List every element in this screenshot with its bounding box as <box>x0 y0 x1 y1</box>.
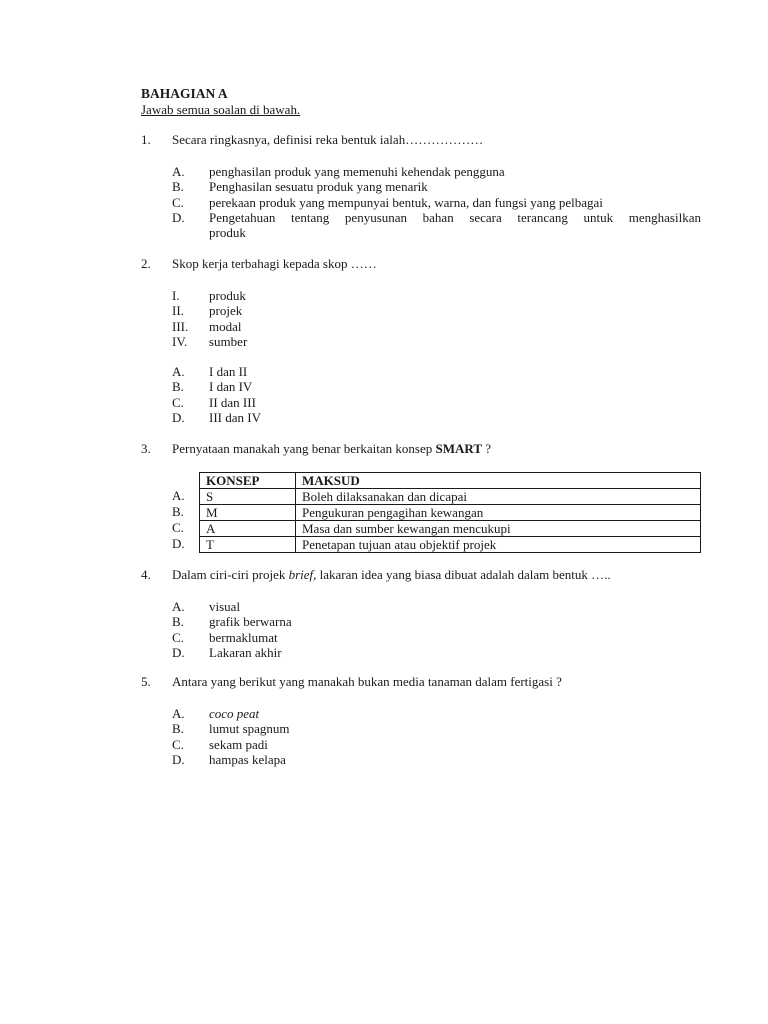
smart-table <box>199 472 701 553</box>
question-text: Secara ringkasnya, definisi reka bentuk ialah……………… <box>172 132 484 147</box>
option-label: C. <box>172 394 184 410</box>
option-label: B. <box>172 379 184 395</box>
option-label: D. <box>172 644 185 660</box>
option-label: D. <box>172 751 185 767</box>
statement-list <box>172 288 701 349</box>
option-b <box>172 721 701 736</box>
option-b <box>172 379 701 394</box>
table-row <box>200 489 701 505</box>
maksud-cell: Boleh dilaksanakan dan dicapai <box>296 489 701 505</box>
question-4 <box>141 567 701 660</box>
option-list <box>172 599 701 660</box>
question-number: 1. <box>141 132 151 147</box>
option-text: bermaklumat <box>209 629 278 645</box>
column-header-maksud: MAKSUD <box>296 473 701 489</box>
option-d <box>172 645 701 660</box>
konsep-cell: A <box>200 521 296 537</box>
statement-label: II. <box>172 303 184 319</box>
option-text: lumut spagnum <box>209 721 290 737</box>
option-label: A. <box>172 364 185 380</box>
question-text: Dalam ciri-ciri projek <box>172 567 289 582</box>
statement-iv <box>172 334 701 349</box>
question-3 <box>141 441 701 457</box>
option-c <box>172 737 701 752</box>
option-label: C. <box>172 194 184 210</box>
option-c <box>172 630 701 645</box>
option-text: sekam padi <box>209 736 268 752</box>
konsep-cell: M <box>200 505 296 521</box>
konsep-cell: T <box>200 537 296 553</box>
question-number: 3. <box>141 441 151 456</box>
option-text: II dan III <box>209 394 256 410</box>
option-b <box>172 614 701 629</box>
maksud-cell: Pengukuran pengagihan kewangan <box>296 505 701 521</box>
option-d <box>172 752 701 767</box>
table-row <box>200 505 701 521</box>
row-label-c: C. <box>172 520 184 535</box>
column-header-konsep: KONSEP <box>200 473 296 489</box>
option-list <box>172 706 701 767</box>
option-label: C. <box>172 629 184 645</box>
row-label-b: B. <box>172 504 184 519</box>
question-number: 5. <box>141 674 151 689</box>
option-list <box>172 364 701 425</box>
option-d <box>172 410 701 425</box>
question-text: Skop kerja terbahagi kepada skop …… <box>172 256 377 271</box>
option-text: visual <box>209 599 241 614</box>
option-label: D. <box>172 209 185 225</box>
statement-iii <box>172 319 701 334</box>
option-label: B. <box>172 614 184 630</box>
option-text: I dan IV <box>209 379 253 395</box>
option-a <box>172 164 701 179</box>
option-label: D. <box>172 410 185 426</box>
question-number: 4. <box>141 567 151 582</box>
question-number: 2. <box>141 256 151 271</box>
question-text-end: ? <box>482 441 492 456</box>
option-label: A. <box>172 164 185 179</box>
option-label: B. <box>172 179 184 195</box>
option-text: hampas kelapa <box>209 751 286 767</box>
option-b <box>172 179 701 194</box>
question-2 <box>141 256 701 425</box>
section-title: BAHAGIAN A <box>141 86 228 101</box>
option-text: Penghasilan sesuatu produk yang menarik <box>209 179 428 195</box>
option-text: I dan II <box>209 364 248 380</box>
option-d <box>172 210 701 241</box>
option-a <box>172 599 701 614</box>
option-c <box>172 195 701 210</box>
section-instruction: Jawab semua soalan di bawah. <box>141 102 301 117</box>
question-text: Antara yang berikut yang manakah bukan media tanaman dalam fertigasi ? <box>172 674 562 689</box>
option-text: coco peat <box>209 706 260 721</box>
statement-i <box>172 288 701 303</box>
konsep-cell: S <box>200 489 296 505</box>
maksud-cell: Masa dan sumber kewangan mencukupi <box>296 521 701 537</box>
question-text-end: lakaran idea yang biasa dibuat adalah dalam bentuk ….. <box>316 567 611 582</box>
option-a <box>172 364 701 379</box>
option-label: A. <box>172 706 185 721</box>
question-text: Pernyataan manakah yang benar berkaitan konsep <box>172 441 436 456</box>
statement-label: III. <box>172 318 189 334</box>
table-row <box>200 537 701 553</box>
row-label-d: D. <box>172 536 185 551</box>
statement-ii <box>172 303 701 318</box>
option-a <box>172 706 701 721</box>
question-1 <box>141 132 701 240</box>
option-text-line-2: produk <box>209 225 246 241</box>
row-label-a: A. <box>172 488 185 503</box>
statement-text: projek <box>209 303 243 319</box>
statement-text: sumber <box>209 333 248 349</box>
maksud-cell: Penetapan tujuan atau objektif projek <box>296 537 701 553</box>
option-label: B. <box>172 721 184 737</box>
statement-text: modal <box>209 318 242 334</box>
option-text-line-1: Pengetahuan tentang penyusunan bahan secara terancang untuk menghasilkan <box>209 209 701 225</box>
question-text-italic: brief, <box>288 567 317 582</box>
option-label: A. <box>172 599 185 614</box>
question-5 <box>141 674 701 767</box>
table-row <box>200 521 701 537</box>
option-text: Lakaran akhir <box>209 644 282 660</box>
option-c <box>172 395 701 410</box>
statement-label: I. <box>172 288 180 303</box>
table-header-row <box>200 473 701 489</box>
statement-label: IV. <box>172 333 188 349</box>
option-text: penghasilan produk yang memenuhi kehendak pengguna <box>209 164 505 179</box>
option-label: C. <box>172 736 184 752</box>
option-text: perekaan produk yang mempunyai bentuk, warna, dan fungsi yang pelbagai <box>209 194 603 210</box>
option-text: grafik berwarna <box>209 614 292 630</box>
statement-text: produk <box>209 288 246 303</box>
option-text: III dan IV <box>209 410 261 426</box>
option-list <box>172 164 701 240</box>
question-text-bold: SMART <box>435 441 483 456</box>
